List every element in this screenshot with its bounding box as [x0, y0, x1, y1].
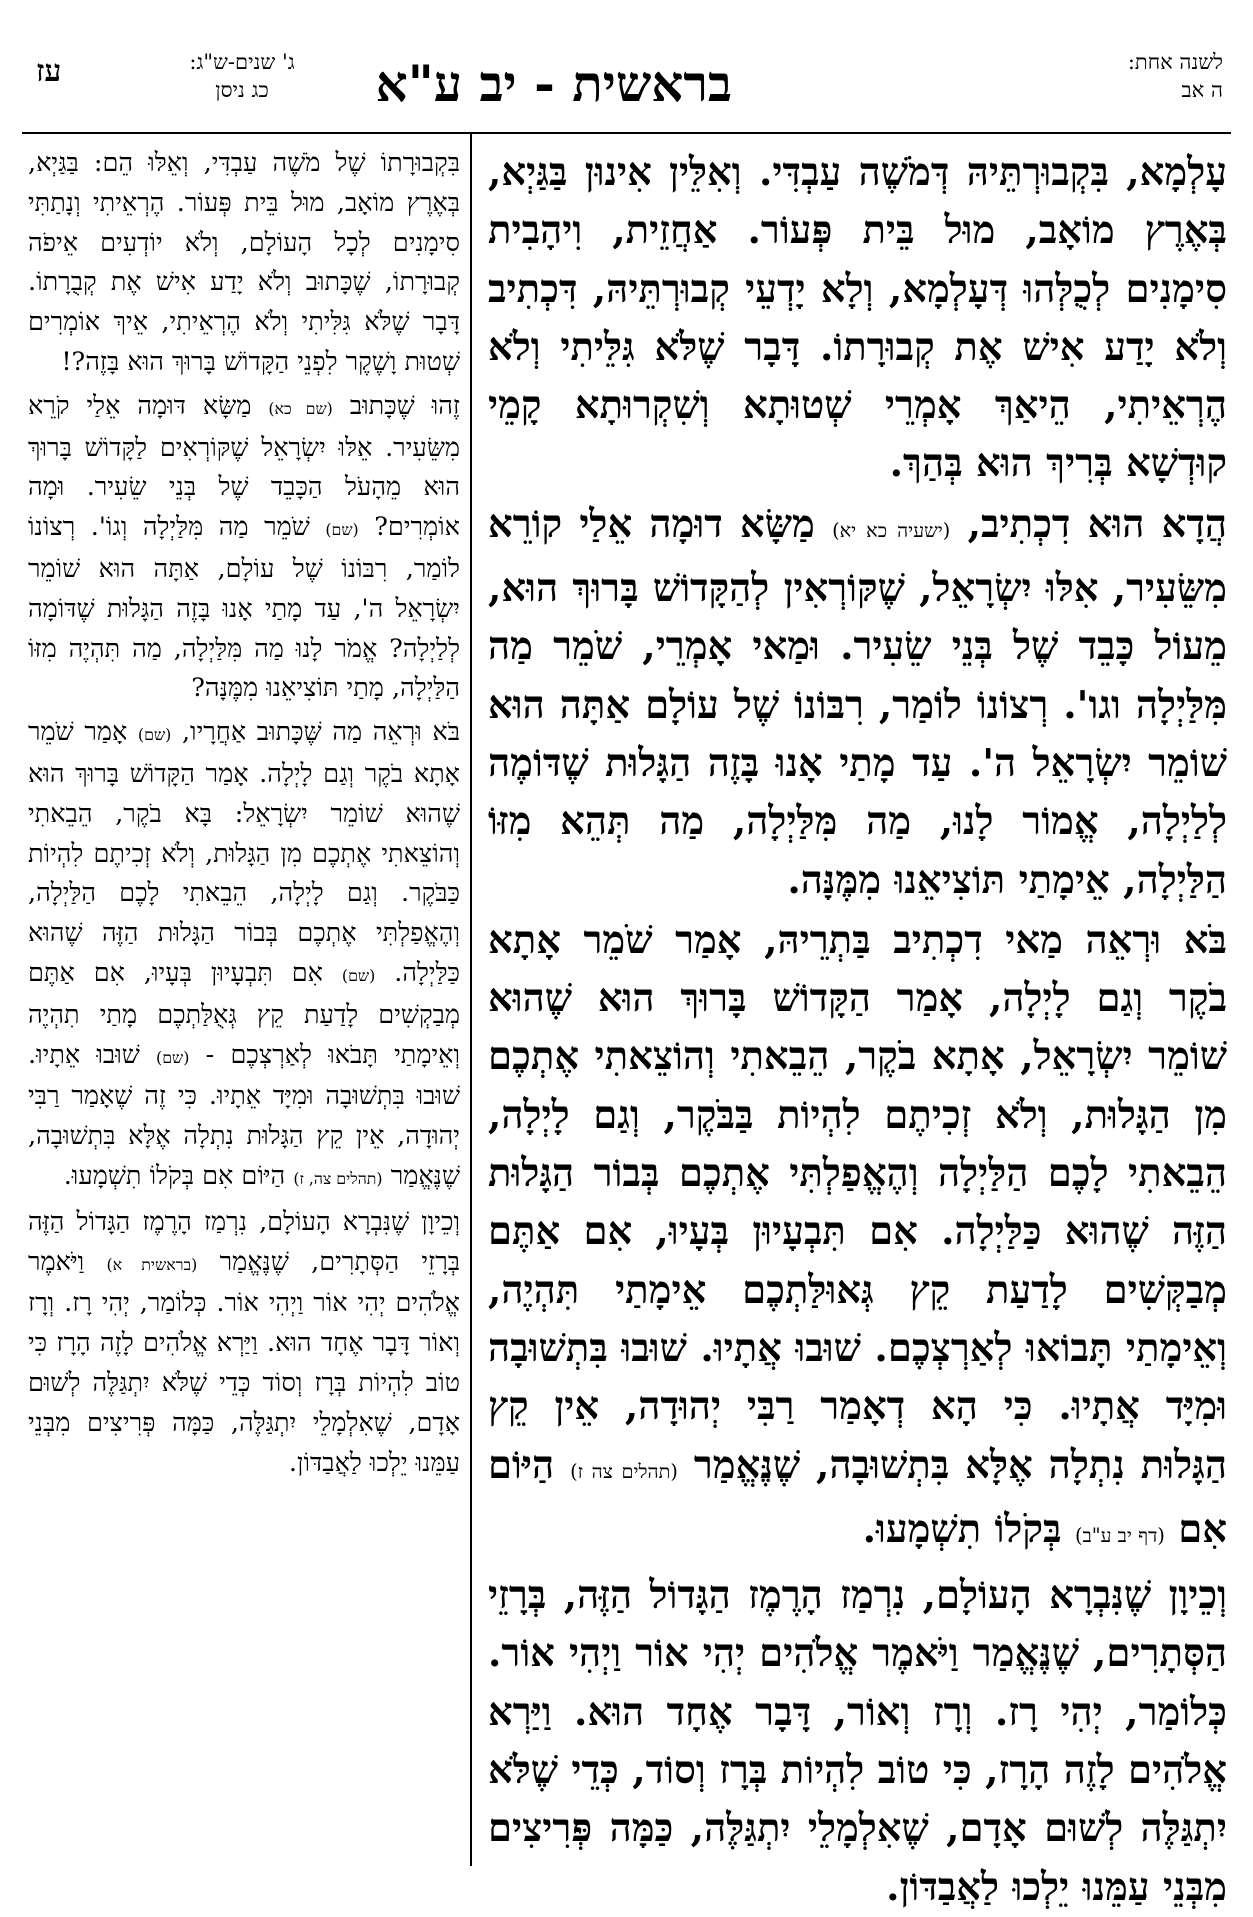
schedule-line-1: לשנה אחת:: [1127, 50, 1223, 74]
verse-reference: (שם כא): [268, 398, 333, 418]
schedule-alt-line-2: כג ניסן: [215, 78, 269, 102]
schedule-alt-line-1: ג' שנים-ש"ג:: [189, 50, 295, 74]
main-paragraph: [488, 912, 1227, 1565]
verse-reference: (תהלים צה, ז): [293, 1168, 383, 1188]
verse-reference: (בראשית א): [106, 1254, 198, 1274]
side-paragraph: [28, 713, 460, 1199]
paragraph-text: בְּקֹלוֹ תִשְׁמָעוּ.: [862, 1506, 1062, 1552]
verse-reference: (תהלים צה ז): [570, 1459, 678, 1483]
paragraph-text: אָמַר שֹׁמֵר אָתָא בֹקֶר וְגַם לָיְלָה. אָמַר הַקָּדוֹשׁ בָּרוּךְ הוּא שֶׁהוּא שׁוֹמֵר יִשְׂרָאֵל: בָּא בֹקֶר, הֵבֵאתִי וְהוֹצֵאתִי אֶתְכֶם מִן הַגָּלוּת, וְלֹא זְכִיתֶם לִהְיוֹת כַּבֹּקֶר. וְגַם לָיְלָה, הֵבֵאתִי לָכֶם הַלַּיְלָה, וְהֶאֱפַלְתִּי אֶתְכֶם בְּבוֹר הַגָּלוּת הַזֶּה שֶׁהוּא כַּלַּיְלָה.: [28, 717, 460, 988]
page-reference: (דף יב ע"ב): [1075, 1523, 1165, 1547]
header-divider: [22, 132, 1231, 134]
verse-reference: (שם): [341, 965, 376, 985]
main-text-column: [487, 144, 1228, 1910]
verse-reference: (שם): [325, 520, 359, 540]
translation-column: [28, 144, 460, 1866]
schedule-line-2: ה אב: [1181, 78, 1223, 102]
paragraph-text: הַיּוֹם אִם בְּקֹלוֹ תִשְׁמָעוּ.: [63, 1160, 286, 1191]
paragraph-text: הֲדָא הוּא דִכְתִיב,: [967, 501, 1228, 547]
side-paragraph: [28, 1203, 460, 1484]
paragraph-text: בִּקְבוּרָתוֹ שֶׁל מֹשֶׁה עַבְדִּי, וְאֵלּוּ הֵם: בַּגַּיְא, בְּאֶרֶץ מוֹאָב, מוּל בֵּית פְּעוֹר. הֶרְאֵיתִי וְנָתַתִּי סִימָנִים לְכָל הָעוֹלָם, וְלֹא יוֹדְעִים אֵיפֹה קְבוּרָתוֹ, שֶׁכָּתוּב וְלֹא יָדַע אִישׁ אֶת קְבֻרָתוֹ. דָּבָר שֶׁלֹּא גִּלִּיתִי וְלֹא הֶרְאֵיתִי, אֵיךְ אוֹמְרִים שְׁטוּת וָשֶׁקֶר לִפְנֵי הַקָּדוֹשׁ בָּרוּךְ הוּא בָּזֶה?!: [28, 148, 460, 377]
side-paragraph: [28, 144, 460, 383]
three-year-schedule-info: [147, 48, 337, 104]
verse-reference: (שם): [137, 725, 172, 745]
paragraph-text: מַשָּׂא דּוּמָה אֵלַי קֹרֵא מִשֵּׂעִיר. אֵלּוּ יִשְׂרָאֵל שֶׁקּוֹרְאִים לַקָּדוֹשׁ בָּרוּךְ הוּא מֵהָעֹל הַכָּבֵד שֶׁל בְּנֵי שֵׂעִיר. וּמָה אוֹמְרִים?: [28, 390, 460, 543]
page-title: בראשית - יב ע"א: [375, 54, 732, 113]
paragraph-text: שֹׁמֵר מַה מִּלַּיְלָה וְגוֹ'. רְצוֹנוֹ לוֹמַר, רִבּוֹנוֹ שֶׁל עוֹלָם, אַתָּה הוּא שׁוֹמֵר יִשְׂרָאֵל ה', עַד מָתַי אָנוּ בָּזֶה הַגָּלוּת שֶׁדּוֹמָה לְלַיְלָה? אֱמֹר לָנוּ מַה מִּלַּיְלָה, מַה תִּהְיֶה מִזּוֹ הַלַּיְלָה, מָתַי תּוֹצִיאֵנוּ מִמֶּנָּה?: [28, 512, 460, 704]
page-number: עז: [36, 54, 62, 89]
daily-schedule-info: [1128, 48, 1223, 104]
main-paragraph: [488, 1567, 1227, 1917]
document-page: [22, 48, 1231, 1910]
main-paragraph: [488, 496, 1227, 910]
verse-reference: (ישעיה כא יא): [832, 518, 951, 542]
paragraph-text: זֶהוּ שֶׁכָּתוּב: [349, 390, 460, 421]
column-divider: [470, 132, 472, 1866]
paragraph-text: וְכֵיוָן שֶׁנִּבְרָא הָעוֹלָם, נִרְמַז הָרֶמֶז הַגָּדוֹל הַזֶּה בְּרָזֵי הַסְּתָרִים, שֶׁנֶּאֱמַר: [28, 1206, 461, 1277]
paragraph-text: וְכֵיוָן שֶׁנִּבְרָא הָעוֹלָם, נִרְמַז הָרֶמֶז הַגָּדוֹל הַזֶּה, בְּרָזֵי הַסְּתָרִים, שֶׁנֶּאֱמַר וַיֹּאמֶר אֱלֹהִים יְהִי אוֹר וַיְהִי אוֹר. כְּלוֹמַר, יְהִי רָז. וְרָז וְאוֹר, דָּבָר אֶחָד הוּא. וַיַּרְא אֱלֹהִים לָזֶה הָרָז, כִּי טוֹב לִהְיוֹת בְּרָז וְסוֹד, כְּדֵי שֶׁלֹּא יִתְגַּלֶּה לְשׁוּם אָדָם, שֶׁאִלְמָלֵי יִתְגַּלֶּה, כַּמָּה פְּרִיצִים מִבְּנֵי עַמֵּנוּ יֵלְכוּ לַאֲבַדּוֹן.: [487, 1573, 1227, 1910]
side-paragraph: [28, 387, 460, 709]
main-paragraph: [488, 144, 1227, 494]
paragraph-text: מַשָּׂא דוּמָה אֵלַי קוֹרֵא מִשֵּׂעִיר, אִלּוּ יִשְׂרָאֵל, שֶׁקּוֹרְאִין לְהַקָּדוֹשׁ בָּרוּךְ הוּא, מֵעוֹל כָּבֵד שֶׁל בְּנֵי שֵׂעִיר. וּמַאי אָמְרֵי, שֹׁמֵר מַה מִּלַּיְלָה וגו'. רְצוֹנוֹ לוֹמַר, רִבּוֹנוֹ שֶׁל עוֹלָם אַתָּה הוּא שׁוֹמֵר יִשְׂרָאֵל ה'. עַד מָתַי אָנוּ בָּזֶה הַגָּלוּת שֶׁדּוֹמֶה לְלַיְלָה, אֱמוֹר לָנוּ, מַה מִּלַּיְלָה, מַה תְּהֵא מִזּוֹ הַלַּיְלָה, אֵימָתַי תּוֹצִיאֵנוּ מִמֶּנָּה.: [488, 501, 1227, 903]
verse-reference: (שם): [156, 1047, 190, 1067]
paragraph-text: בֹּא וּרְאֵה מַאי דִכְתִיב בַּתְרֵיהּ, אָמַר שֹׁמֵר אָתָא בֹקֶר וְגַם לָיְלָה, אָמַר הַקָּדוֹשׁ בָּרוּךְ הוּא שֶׁהוּא שׁוֹמֵר יִשְׂרָאֵל, אָתָא בֹקֶר, הֵבֵאתִי וְהוֹצֵאתִי אֶתְכֶם מִן הַגָּלוּת, וְלֹא זְכִיתֶם לִהְיוֹת בַּבֹּקֶר, וְגַם לָיְלָה, הֵבֵאתִי לָכֶם הַלַּיְלָה וְהֶאֱפַלְתִּי אֶתְכֶם בְּבוֹר הַגָּלוּת הַזֶּה שֶׁהוּא כַּלַּיְלָה. אִם תִּבְעָיוּן בְּעָיוּ, אִם אַתֶּם מְבַקְּשִׁים לָדַעַת קֵץ גְּאוּלַּתְכֶם אֵימָתַי תִּהְיֶה, וְאֵימָתַי תָּבוֹאוּ לְאַרְצְכֶם. שׁוּבוּ אֲתָיוּ. שׁוּבוּ בִּתְשׁוּבָה וּמִיָּד אֲתָיוּ. כִּי הָא דְאָמַר רַבִּי יְהוּדָה, אֵין קֵץ הַגָּלוּת נִתְלָה אֶלָּא בִּתְשׁוּבָה, שֶׁנֶּאֱמַר: [488, 917, 1227, 1488]
page-header: [22, 48, 1231, 132]
paragraph-text: בֹּא וּרְאֵה מַה שֶּׁכָּתוּב אַחֲרָיו,: [181, 717, 460, 748]
paragraph-text: הַיּוֹם אִם: [488, 1442, 1227, 1552]
paragraph-text: וַיֹּאמֶר אֱלֹהִים יְהִי אוֹר וַיְהִי אוֹר. כְּלוֹמַר, יְהִי רָז. וְרָז וְאוֹר דָּבָר אֶחָד הוּא. וַיַּרְא אֱלֹהִים לָזֶה הָרָז כִּי טוֹב לִהְיוֹת בְּרָז וְסוֹד כְּדֵי שֶׁלֹּא יִתְגַּלֶּה לְשׁוּם אָדָם, שֶׁאִלְמָלֵי יִתְגַּלֶּה, כַּמָּה פְּרִיצִים מִבְּנֵי עַמֵּנוּ יֵלְכוּ לַאֲבַדּוֹן.: [28, 1246, 460, 1478]
paragraph-text: שׁוּבוּ אֵתָיוּ. שׁוּבוּ בִּתְשׁוּבָה וּמִיָּד אֵתָיוּ. כִּי זֶה שֶׁאָמַר רַבִּי יְהוּדָה, אֵין קֵץ הַגָּלוּת נִתְלָה אֶלָּא בִּתְשׁוּבָה, שֶׁנֶּאֱמַר: [28, 1039, 460, 1191]
paragraph-text: אִם תִּבְעָיוּן בְּעָיוּ, אִם אַתֶּם מְבַקְשִׁים לָדַעַת קֵץ גְּאֻלַּתְכֶם מָתַי תִהְיֶה וְאֵימָתַי תָּבֹאוּ לְאַרְצְכֶם -: [28, 957, 460, 1070]
paragraph-text: עָלְמָא, בִּקְבוּרְתֵּיהּ דְּמֹשֶׁה עַבְדִּי. וְאִלֵּין אִינוּן בַּגַּיְא, בְּאֶרֶץ מוֹאָב, מוּל בֵּית פְּעוֹר. אַחֲזֵית, וִיהָבִית סִימָנִים לְכֻלְּהוּ דְּעָלְמָא, וְלָא יָדְעֵי קְבוּרְתֵּיהּ, דִּכְתִיב וְלֹא יָדַע אִישׁ אֶת קְבוּרָתוֹ. דָּבָר שֶׁלֹּא גִּלֵּיתִי וְלֹא הֶרְאֵיתִי, הֵיאַךְ אָמְרֵי שְׁטוּתָא וְשִׁקְרוּתָא קָמֵי קוּדְשָׁא בְּרִיךְ הוּא בְּהַךְ.: [488, 150, 1227, 487]
